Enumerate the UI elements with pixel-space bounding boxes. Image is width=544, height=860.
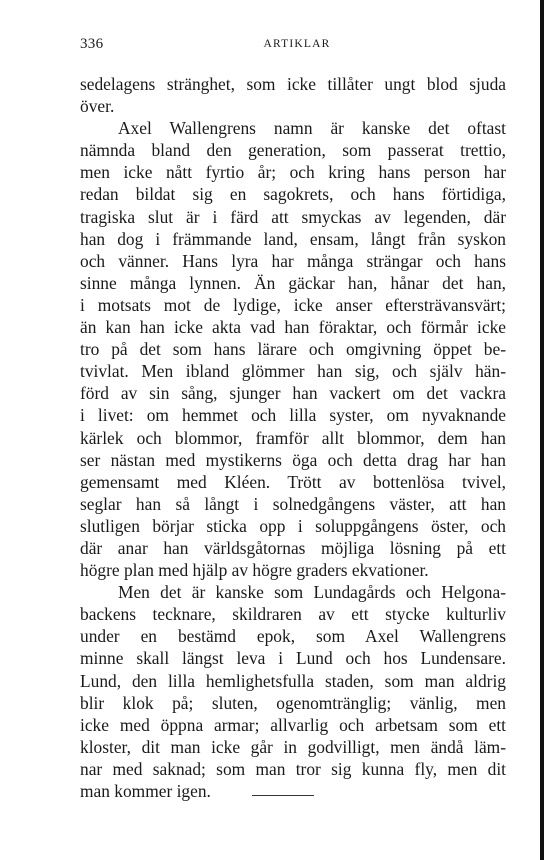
- text-line: tragiska slut är i färd att smyckas av legenden, där: [80, 206, 506, 227]
- text-line: än kan han icke akta vad han föraktar, och förmår icke: [80, 317, 506, 338]
- text-line: nar med saknad; som man tror sig kunna fly, men dit: [80, 758, 506, 779]
- text-line: under en bestämd epok, som Axel Wallengrens: [80, 626, 506, 647]
- text-line: men icke nått fyrtio år; och kring hans person har: [80, 162, 506, 183]
- text-line: i livet: om hemmet och lilla syster, om nyvaknande: [80, 405, 506, 426]
- text-line: blir klok på; sluten, ogenomtränglig; vänlig, men: [80, 692, 506, 713]
- page-number: 336: [80, 36, 104, 52]
- text-line: tvivlat. Men ibland glömmer han sig, och själv hän-: [80, 361, 506, 382]
- text-line: seglar han så långt i solnedgångens väster, att han: [80, 493, 506, 514]
- text-line: ser nästan med mystikerns öga och detta drag har han: [80, 449, 506, 470]
- text-line: man kommer igen.: [80, 781, 211, 801]
- paragraph-1: [80, 73, 506, 117]
- paragraph-3: [80, 581, 506, 802]
- text-line: högre plan med hjälp av högre graders ekvationer.: [80, 560, 429, 581]
- article-body: [80, 73, 506, 802]
- end-rule: [252, 795, 314, 796]
- text-line: Axel Wallengrens namn är kanske det oftast: [118, 118, 506, 139]
- text-line: förd av sin sång, sjunger han vackert om det vackra: [80, 383, 506, 404]
- text-line: sedelagens stränghet, som icke tillåter ungt blod sjuda: [80, 74, 506, 94]
- text-line: över.: [80, 96, 115, 117]
- text-line: slutligen börjar sticka opp i soluppgångens öster, och: [80, 515, 506, 536]
- text-line: i motsats mot de lydige, icke anser eftersträvansvärt;: [80, 294, 506, 315]
- text-line: backens tecknare, skildraren av ett stycke kulturliv: [80, 604, 506, 625]
- text-line: Men det är kanske som Lundagårds och Helgona-: [118, 582, 506, 603]
- text-line: där anar han världsgåtornas möjliga lösning på ett: [80, 537, 506, 558]
- text-line: nämnda bland den generation, som passerat trettio,: [80, 140, 506, 161]
- text-line: tro på det som hans lärare och omgivning öppet be-: [80, 339, 506, 360]
- paragraph-2: [80, 117, 506, 581]
- text-line: gemensamt med Kléen. Trött av bottenlösa tvivel,: [80, 471, 506, 492]
- text-line: och vänner. Hans lyra har många strängar och hans: [80, 250, 506, 271]
- text-line: Lund, den lilla hemlighetsfulla staden, som man aldrig: [80, 670, 506, 691]
- text-line: sinne många lynnen. Än gäckar han, hånar det han,: [80, 272, 506, 293]
- text-line: kloster, dit man icke går in godvilligt, men ändå läm-: [80, 736, 506, 757]
- text-line: kärlek och blommor, framför allt blommor, dem han: [80, 427, 506, 448]
- running-head: ARTIKLAR: [263, 38, 331, 50]
- text-line: icke med öppna armar; allvarlig och arbetsam som ett: [80, 714, 506, 735]
- scan-edge: [540, 0, 544, 860]
- text-line: minne skall längst leva i Lund och hos Lundensare.: [80, 648, 506, 669]
- text-line: redan bildat sig en sagokrets, och hans förtidiga,: [80, 184, 506, 205]
- text-line: han dog i främmande land, ensam, långt från syskon: [80, 228, 506, 249]
